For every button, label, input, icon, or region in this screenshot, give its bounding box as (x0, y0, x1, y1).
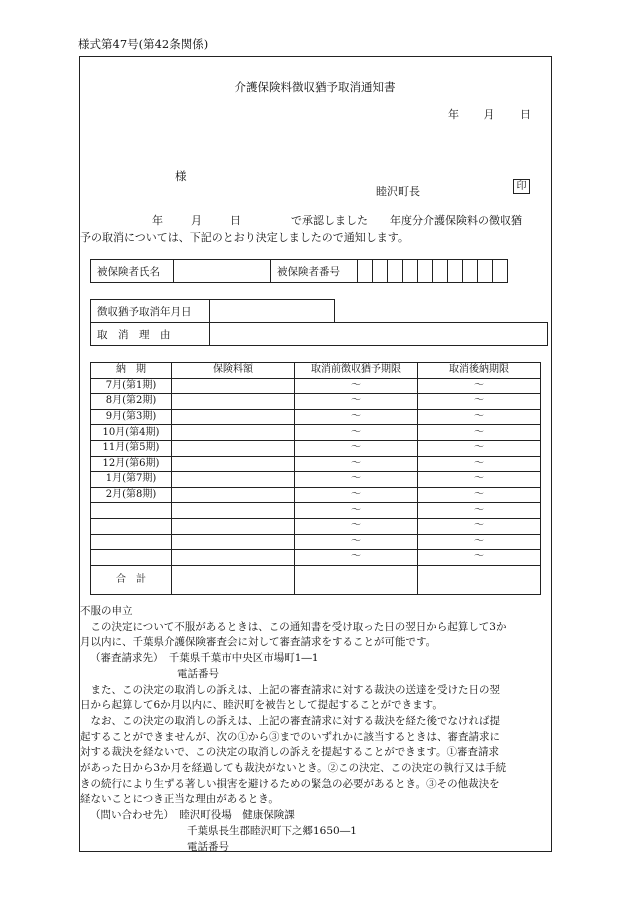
contact-phone-label: 電話番号 (187, 840, 229, 853)
appeal-heading: 不服の申立 (80, 605, 133, 617)
after-cell: ～ (418, 518, 541, 534)
after-cell: ～ (418, 425, 541, 441)
period-cell: 7月(第1期) (91, 378, 172, 394)
form-number-label: 様式第47号(第42条関係) (78, 37, 209, 51)
issue-year-label: 年 (448, 108, 459, 121)
period-cell (91, 534, 172, 550)
before-cell: ～ (295, 487, 418, 503)
appeal-line: があった日から3か月を経過しても裁決がないとき。②この決定、この決定の執行又は手続 (80, 762, 507, 775)
col-header-period: 納 期 (91, 363, 172, 379)
amount-cell[interactable] (172, 550, 295, 566)
after-cell: ～ (418, 503, 541, 519)
seal-mark: 印 (513, 179, 530, 194)
appeal-line: きの続行により生ずる著しい損害を避けるための緊急の必要があるとき。③その他裁決を (80, 777, 500, 790)
total-after-cell (418, 565, 541, 594)
cancel-reason-label: 取 消 理 由 (91, 323, 210, 346)
issue-day-label: 日 (520, 108, 531, 121)
payment-schedule-table (90, 362, 541, 595)
after-cell: ～ (418, 456, 541, 472)
amount-cell[interactable] (172, 378, 295, 394)
issue-month-label: 月 (483, 108, 495, 121)
col-header-before: 取消前徴収猶予期限 (295, 363, 418, 379)
cancel-date-field[interactable] (210, 300, 335, 323)
contact-address: 千葉県長生郡睦沢町下之郷1650―1 (187, 824, 357, 837)
insured-number-cell[interactable] (463, 260, 478, 283)
issue-date (448, 106, 531, 122)
intro-approved: で承認しました (291, 214, 368, 227)
before-cell: ～ (295, 378, 418, 394)
amount-cell[interactable] (172, 440, 295, 456)
before-cell: ～ (295, 425, 418, 441)
total-label: 合 計 (91, 565, 172, 594)
total-before-cell (295, 565, 418, 594)
amount-cell[interactable] (172, 425, 295, 441)
document-title: 介護保険料徴収猶予取消通知書 (234, 80, 396, 94)
amount-cell[interactable] (172, 487, 295, 503)
before-cell: ～ (295, 440, 418, 456)
insured-table (90, 259, 508, 283)
insured-number-cell[interactable] (358, 260, 373, 283)
after-cell: ～ (418, 472, 541, 488)
insured-name-field[interactable] (174, 260, 271, 283)
period-cell: 12月(第6期) (91, 456, 172, 472)
table-row (91, 503, 541, 519)
before-cell: ～ (295, 409, 418, 425)
intro-month: 月 (191, 214, 202, 227)
intro-day: 日 (230, 214, 241, 227)
before-cell: ～ (295, 472, 418, 488)
cancel-date-label: 徴収猶予取消年月日 (91, 300, 210, 323)
table-row (91, 456, 541, 472)
amount-cell[interactable] (172, 518, 295, 534)
col-header-after: 取消後納期限 (418, 363, 541, 379)
before-cell: ～ (295, 518, 418, 534)
cancel-reason-field[interactable] (210, 323, 548, 346)
after-cell: ～ (418, 378, 541, 394)
appeal-section (80, 604, 552, 855)
issuer-name: 睦沢町長 (376, 185, 420, 198)
appeal-line: 日から起算して6か月以内に、睦沢町を被告として提起することができます。 (80, 699, 443, 712)
amount-cell[interactable] (172, 534, 295, 550)
intro-year: 年 (152, 214, 163, 227)
insured-number-cell[interactable] (493, 260, 508, 283)
table-row (91, 518, 541, 534)
table-row (91, 534, 541, 550)
col-header-amount: 保険料額 (172, 363, 295, 379)
insured-number-cell[interactable] (388, 260, 403, 283)
insured-number-label: 被保険者番号 (271, 260, 358, 283)
period-cell (91, 503, 172, 519)
insured-number-cell[interactable] (478, 260, 493, 283)
period-cell: 10月(第4期) (91, 425, 172, 441)
appeal-line: なお、この決定の取消しの訴えは、上記の審査請求に対する裁決を経た後でなければ提 (80, 714, 500, 727)
table-row (91, 425, 541, 441)
insured-number-cell[interactable] (403, 260, 418, 283)
period-cell: 8月(第2期) (91, 394, 172, 410)
before-cell: ～ (295, 394, 418, 410)
amount-cell[interactable] (172, 472, 295, 488)
table-row (91, 409, 541, 425)
before-cell: ～ (295, 534, 418, 550)
appeal-line: また、この決定の取消しの訴えは、上記の審査請求に対する裁決の送達を受けた日の翌 (80, 683, 500, 696)
amount-cell[interactable] (172, 456, 295, 472)
amount-cell[interactable] (172, 409, 295, 425)
period-cell (91, 518, 172, 534)
after-cell: ～ (418, 394, 541, 410)
insured-number-cell[interactable] (418, 260, 433, 283)
period-cell: 11月(第5期) (91, 440, 172, 456)
before-cell: ～ (295, 503, 418, 519)
amount-cell[interactable] (172, 394, 295, 410)
total-row (91, 565, 541, 594)
after-cell: ～ (418, 440, 541, 456)
appeal-line: 月以内に、千葉県介護保険審査会に対して審査請求をすることが可能です。 (80, 636, 437, 649)
insured-number-cell[interactable] (373, 260, 388, 283)
period-cell: 1月(第7期) (91, 472, 172, 488)
table-row (91, 440, 541, 456)
cancel-info-table (90, 299, 548, 346)
table-row (91, 472, 541, 488)
insured-name-label: 被保険者氏名 (91, 260, 174, 283)
after-cell: ～ (418, 534, 541, 550)
review-phone-label: 電話番号 (177, 667, 219, 680)
period-cell (91, 550, 172, 566)
table-row (91, 394, 541, 410)
insured-number-cell[interactable] (448, 260, 463, 283)
appeal-line: この決定について不服があるときは、この通知書を受け取った日の翌日から起算して3か (80, 620, 507, 633)
intro-fiscal-year: 年度分介護保険料の徴収猶 (390, 214, 522, 227)
period-cell: 9月(第3期) (91, 409, 172, 425)
after-cell: ～ (418, 409, 541, 425)
appeal-line: 対する裁決を経ないで、この決定の取消しの訴えを提起することができます。①審査請求 (80, 746, 499, 759)
after-cell: ～ (418, 550, 541, 566)
review-request-destination: （審査請求先） 千葉県千葉市中央区市場町1―1 (90, 652, 319, 665)
table-row (91, 378, 541, 394)
amount-cell[interactable] (172, 503, 295, 519)
table-row (91, 487, 541, 503)
total-amount-cell[interactable] (172, 565, 295, 594)
period-cell: 2月(第8期) (91, 487, 172, 503)
appeal-line: 起することができませんが、次の①から③までのいずれかに該当するときは、審査請求に (80, 730, 500, 743)
before-cell: ～ (295, 456, 418, 472)
addressee-suffix: 様 (175, 169, 187, 183)
intro-line-1 (80, 212, 552, 228)
after-cell: ～ (418, 487, 541, 503)
before-cell: ～ (295, 550, 418, 566)
appeal-line: 経ないことにつき正当な理由があるとき。 (80, 793, 279, 806)
insured-number-cell[interactable] (433, 260, 448, 283)
intro-line-2: 予の取消については、下記のとおり決定しましたので通知します。 (80, 231, 409, 244)
table-row (91, 550, 541, 566)
contact-office: （問い合わせ先） 睦沢町役場 健康保険課 (90, 809, 295, 822)
